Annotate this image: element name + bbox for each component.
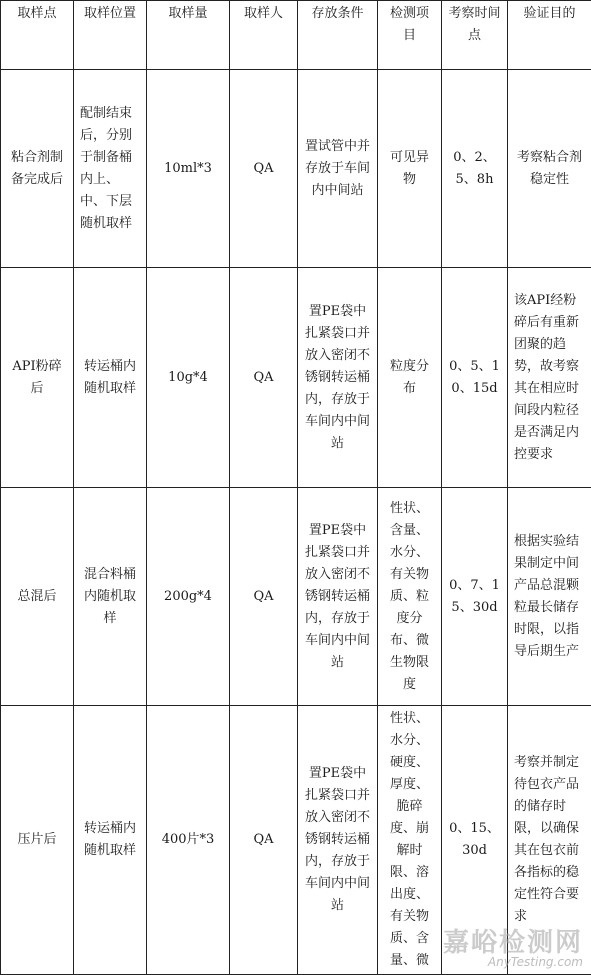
header-row bbox=[1, 1, 591, 70]
cell-time-points: 0、5、10、15d bbox=[442, 268, 508, 488]
cell-sampling-point: 压片后 bbox=[1, 706, 74, 975]
cell-test-items: 粒度分布 bbox=[378, 268, 442, 488]
cell-sampling-point: 总混后 bbox=[1, 488, 74, 706]
cell-time-points: 0、15、30d bbox=[442, 706, 508, 975]
cell-sampling-point: 粘合剂制备完成后 bbox=[1, 70, 74, 268]
header-sampling-point: 取样点 bbox=[1, 1, 74, 70]
cell-sampling-location: 混合料桶内随机取样 bbox=[74, 488, 147, 706]
cell-purpose: 考察粘合剂稳定性 bbox=[508, 70, 591, 268]
cell-sampling-amount: 400片*3 bbox=[147, 706, 230, 975]
watermark-cn: 嘉峪检测网 bbox=[442, 928, 583, 958]
watermark-en: AnyTesting.com bbox=[487, 955, 583, 969]
header-test-items: 检测项目 bbox=[378, 1, 442, 70]
cell-purpose: 该API经粉碎后有重新团聚的趋势，故考察其在相应时间段内粒径是否满足内控要求 bbox=[508, 268, 591, 488]
cell-sampling-point: API粉碎后 bbox=[1, 268, 74, 488]
cell-sampler: QA bbox=[230, 706, 298, 975]
cell-test-items: 可见异物 bbox=[378, 70, 442, 268]
cell-purpose: 根据实验结果制定中间产品总混颗粒最长储存时限，以指导后期生产 bbox=[508, 488, 591, 706]
cell-sampling-amount: 200g*4 bbox=[147, 488, 230, 706]
header-sampling-location: 取样位置 bbox=[74, 1, 147, 70]
watermark-logo bbox=[443, 922, 583, 969]
cell-storage-condition: 置PE袋中扎紧袋口并放入密闭不锈钢转运桶内，存放于车间内中间站 bbox=[298, 268, 378, 488]
cell-storage-condition: 置试管中并存放于车间内中间站 bbox=[298, 70, 378, 268]
cell-sampling-location: 配制结束后，分别于制备桶内上、中、下层随机取样 bbox=[74, 70, 147, 268]
cell-sampling-location: 转运桶内随机取样 bbox=[74, 706, 147, 975]
cell-test-items: 性状、水分、硬度、厚度、脆碎度、崩解时限、溶出度、有关物质、含量、微 bbox=[378, 706, 442, 975]
cell-time-points: 0、2、5、8h bbox=[442, 70, 508, 268]
cell-test-items: 性状、含量、水分、有关物质、粒度分布、微生物限度 bbox=[378, 488, 442, 706]
cell-sampler: QA bbox=[230, 488, 298, 706]
cell-sampling-amount: 10g*4 bbox=[147, 268, 230, 488]
table-row bbox=[1, 268, 591, 488]
header-storage-condition: 存放条件 bbox=[298, 1, 378, 70]
header-time-points: 考察时间点 bbox=[442, 1, 508, 70]
cell-sampling-amount: 10ml*3 bbox=[147, 70, 230, 268]
cell-storage-condition: 置PE袋中扎紧袋口并放入密闭不锈钢转运桶内，存放于车间内中间站 bbox=[298, 706, 378, 975]
header-sampler: 取样人 bbox=[230, 1, 298, 70]
cell-time-points: 0、7、15、30d bbox=[442, 488, 508, 706]
cell-sampling-location: 转运桶内随机取样 bbox=[74, 268, 147, 488]
table-row bbox=[1, 70, 591, 268]
cell-sampler: QA bbox=[230, 268, 298, 488]
header-sampling-amount: 取样量 bbox=[147, 1, 230, 70]
header-purpose: 验证目的 bbox=[508, 1, 591, 70]
cell-storage-condition: 置PE袋中扎紧袋口并放入密闭不锈钢转运桶内，存放于车间内中间站 bbox=[298, 488, 378, 706]
cell-sampler: QA bbox=[230, 70, 298, 268]
table-row bbox=[1, 488, 591, 706]
cell-purpose: 考察并制定待包衣产品的储存时限，以确保其在包衣前各指标的稳定性符合要求 bbox=[508, 706, 591, 975]
